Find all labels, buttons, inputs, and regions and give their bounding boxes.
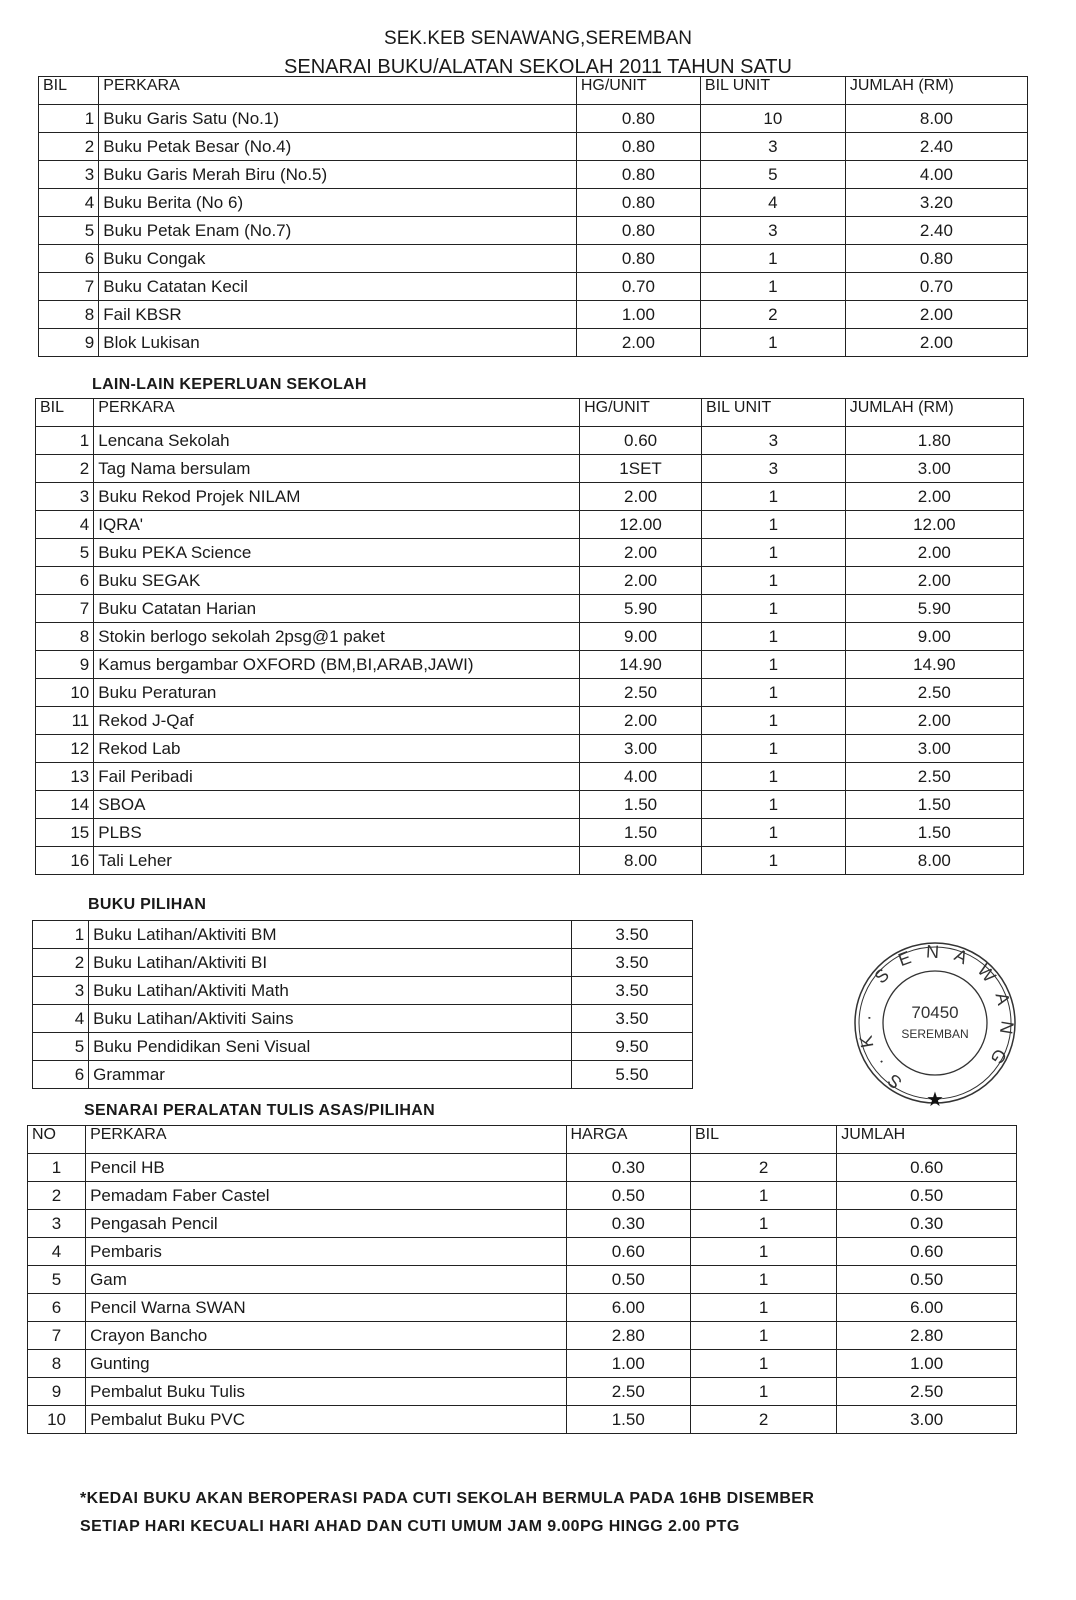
cell-bil: 2 — [28, 1182, 86, 1210]
cell-jumlah: 3.20 — [845, 189, 1027, 217]
cell-bil-unit: 1 — [700, 273, 845, 301]
cell-bil-unit: 1 — [702, 679, 846, 707]
cell-harga: 0.60 — [566, 1238, 690, 1266]
cell-bil: 3 — [33, 977, 89, 1005]
cell-jumlah: 8.00 — [845, 105, 1027, 133]
cell-bil: 7 — [28, 1322, 86, 1350]
cell-perkara: PLBS — [94, 819, 580, 847]
cell-harga: 1SET — [580, 455, 702, 483]
table-row — [28, 1322, 1017, 1350]
cell-perkara: Pembalut Buku Tulis — [86, 1378, 566, 1406]
cell-bil-unit: 1 — [700, 329, 845, 357]
table-row — [36, 791, 1024, 819]
cell-bil: BIL — [36, 399, 94, 427]
cell-bil-unit: 1 — [702, 623, 846, 651]
cell-harga: 0.80 — [576, 105, 700, 133]
cell-perkara: Pencil Warna SWAN — [86, 1294, 566, 1322]
cell-jumlah: 1.80 — [845, 427, 1023, 455]
cell-bil: 6 — [28, 1294, 86, 1322]
cell-bil: 12 — [36, 735, 94, 763]
cell-bil-unit: 1 — [690, 1294, 836, 1322]
table-row — [39, 245, 1028, 273]
cell-harga: 0.70 — [576, 273, 700, 301]
cell-harga: 2.00 — [580, 707, 702, 735]
cell-bil-unit: 1 — [702, 483, 846, 511]
table-header-row — [39, 77, 1028, 105]
cell-perkara: Buku Garis Merah Biru (No.5) — [99, 161, 577, 189]
cell-perkara: Buku Latihan/Aktiviti BM — [89, 921, 572, 949]
cell-perkara: Buku Peraturan — [94, 679, 580, 707]
table-row — [36, 679, 1024, 707]
cell-bil-unit: 1 — [702, 847, 846, 875]
cell-bil-unit: 1 — [702, 651, 846, 679]
cell-jumlah: 3.00 — [845, 455, 1023, 483]
cell-perkara: Buku Congak — [99, 245, 577, 273]
cell-bil-unit: 1 — [702, 707, 846, 735]
table-row — [28, 1266, 1017, 1294]
table-row — [28, 1350, 1017, 1378]
cell-bil: 10 — [36, 679, 94, 707]
table-row — [36, 623, 1024, 651]
cell-perkara: Buku Catatan Kecil — [99, 273, 577, 301]
cell-harga: 2.50 — [566, 1378, 690, 1406]
cell-jumlah: 2.00 — [845, 567, 1023, 595]
cell-harga: 2.50 — [580, 679, 702, 707]
cell-jumlah: 9.00 — [845, 623, 1023, 651]
cell-jumlah: 2.00 — [845, 539, 1023, 567]
cell-perkara: Pengasah Pencil — [86, 1210, 566, 1238]
cell-bil: 3 — [39, 161, 99, 189]
table-row — [28, 1238, 1017, 1266]
cell-harga: 2.00 — [576, 329, 700, 357]
cell-bil: 7 — [39, 273, 99, 301]
table-row — [36, 539, 1024, 567]
cell-bil-unit: 4 — [700, 189, 845, 217]
table-row — [36, 567, 1024, 595]
cell-bil: 2 — [33, 949, 89, 977]
cell-bil: 2 — [36, 455, 94, 483]
cell-harga: 1.00 — [576, 301, 700, 329]
cell-bil: 6 — [36, 567, 94, 595]
cell-bil: 8 — [39, 301, 99, 329]
cell-bil-unit: 1 — [702, 567, 846, 595]
table-row — [28, 1406, 1017, 1434]
cell-bil: 1 — [39, 105, 99, 133]
cell-bil-unit: 2 — [690, 1154, 836, 1182]
cell-perkara: Pencil HB — [86, 1154, 566, 1182]
cell-perkara: Pemadam Faber Castel — [86, 1182, 566, 1210]
table-row — [33, 1005, 693, 1033]
cell-bil: 9 — [28, 1378, 86, 1406]
cell-bil: 1 — [33, 921, 89, 949]
cell-perkara: PERKARA — [86, 1126, 566, 1154]
cell-jumlah: 2.00 — [845, 301, 1027, 329]
cell-jumlah: 2.80 — [837, 1322, 1017, 1350]
table-row — [36, 847, 1024, 875]
cell-harga: 9.50 — [571, 1033, 692, 1061]
cell-harga: HARGA — [566, 1126, 690, 1154]
table-row — [33, 1061, 693, 1089]
cell-perkara: Lencana Sekolah — [94, 427, 580, 455]
cell-jumlah: 0.60 — [837, 1154, 1017, 1182]
cell-bil-unit: 1 — [690, 1238, 836, 1266]
cell-bil-unit: 1 — [702, 763, 846, 791]
table-row — [39, 301, 1028, 329]
cell-harga: 6.00 — [566, 1294, 690, 1322]
cell-perkara: Grammar — [89, 1061, 572, 1089]
cell-harga: 0.50 — [566, 1266, 690, 1294]
cell-jumlah: 12.00 — [845, 511, 1023, 539]
table-header-row — [28, 1126, 1017, 1154]
cell-bil: 4 — [33, 1005, 89, 1033]
cell-harga: 3.50 — [571, 1005, 692, 1033]
cell-harga: 0.80 — [576, 133, 700, 161]
table-row — [33, 977, 693, 1005]
cell-perkara: SBOA — [94, 791, 580, 819]
table-row — [39, 329, 1028, 357]
cell-bil-unit: 1 — [690, 1350, 836, 1378]
cell-perkara: Tag Nama bersulam — [94, 455, 580, 483]
cell-perkara: Stokin berlogo sekolah 2psg@1 paket — [94, 623, 580, 651]
cell-bil: 4 — [36, 511, 94, 539]
section-heading-stationery: SENARAI PERALATAN TULIS ASAS/PILIHAN — [84, 1102, 435, 1119]
cell-jumlah: 0.50 — [837, 1266, 1017, 1294]
table-row — [39, 133, 1028, 161]
cell-harga: 9.00 — [580, 623, 702, 651]
section-heading-other: LAIN-LAIN KEPERLUAN SEKOLAH — [92, 376, 367, 393]
cell-bil-unit: 1 — [690, 1378, 836, 1406]
table-row — [28, 1294, 1017, 1322]
cell-bil-unit: 1 — [702, 791, 846, 819]
footer-note-2: SETIAP HARI KECUALI HARI AHAD DAN CUTI UMUM JAM 9.00PG HINGG 2.00 PTG — [80, 1518, 740, 1535]
cell-bil-unit: BIL UNIT — [702, 399, 846, 427]
table-row — [39, 161, 1028, 189]
cell-harga: HG/UNIT — [580, 399, 702, 427]
cell-bil-unit: 1 — [700, 245, 845, 273]
cell-jumlah: 1.00 — [837, 1350, 1017, 1378]
cell-jumlah: 1.50 — [845, 819, 1023, 847]
cell-bil: 2 — [39, 133, 99, 161]
cell-bil: BIL — [39, 77, 99, 105]
cell-perkara: PERKARA — [94, 399, 580, 427]
stamp-city: SEREMBAN — [901, 1027, 969, 1041]
cell-jumlah: 6.00 — [837, 1294, 1017, 1322]
cell-perkara: Gunting — [86, 1350, 566, 1378]
table-row — [36, 427, 1024, 455]
school-name: SEK.KEB SENAWANG,SEREMBAN — [384, 28, 692, 49]
table-row — [33, 949, 693, 977]
cell-jumlah: 2.50 — [845, 763, 1023, 791]
cell-bil-unit: 1 — [702, 819, 846, 847]
cell-perkara: Rekod Lab — [94, 735, 580, 763]
cell-harga: 8.00 — [580, 847, 702, 875]
cell-bil-unit: 3 — [700, 133, 845, 161]
cell-bil-unit: 1 — [690, 1322, 836, 1350]
star-icon: ★ — [926, 1089, 944, 1108]
cell-harga: 2.00 — [580, 539, 702, 567]
cell-bil: 14 — [36, 791, 94, 819]
cell-bil: 6 — [33, 1061, 89, 1089]
cell-jumlah: 0.60 — [837, 1238, 1017, 1266]
table-row — [36, 595, 1024, 623]
cell-harga: 5.90 — [580, 595, 702, 623]
table-row — [33, 921, 693, 949]
cell-bil: 10 — [28, 1406, 86, 1434]
stationery-table — [27, 1125, 1017, 1434]
cell-jumlah: 0.30 — [837, 1210, 1017, 1238]
cell-jumlah: 2.00 — [845, 707, 1023, 735]
cell-perkara: Buku Rekod Projek NILAM — [94, 483, 580, 511]
cell-bil: 9 — [36, 651, 94, 679]
cell-bil-unit: 1 — [690, 1182, 836, 1210]
cell-jumlah: JUMLAH — [837, 1126, 1017, 1154]
cell-perkara: Fail Peribadi — [94, 763, 580, 791]
cell-bil: 3 — [36, 483, 94, 511]
cell-bil: 6 — [39, 245, 99, 273]
table-row — [36, 455, 1024, 483]
table-row — [39, 273, 1028, 301]
stamp-ring-text: S.K. SENAWANG — [853, 941, 1018, 1093]
cell-jumlah: 1.50 — [845, 791, 1023, 819]
cell-perkara: Buku Pendidikan Seni Visual — [89, 1033, 572, 1061]
table-row — [28, 1182, 1017, 1210]
table-row — [28, 1378, 1017, 1406]
table-row — [39, 189, 1028, 217]
cell-jumlah: 2.50 — [837, 1378, 1017, 1406]
table-row — [36, 483, 1024, 511]
table-row — [36, 763, 1024, 791]
cell-harga: 0.80 — [576, 217, 700, 245]
cell-harga: 0.80 — [576, 245, 700, 273]
cell-perkara: Crayon Bancho — [86, 1322, 566, 1350]
cell-perkara: Buku Latihan/Aktiviti Sains — [89, 1005, 572, 1033]
cell-jumlah: 0.70 — [845, 273, 1027, 301]
cell-jumlah: 2.00 — [845, 329, 1027, 357]
cell-perkara: Buku Garis Satu (No.1) — [99, 105, 577, 133]
cell-perkara: Pembalut Buku PVC — [86, 1406, 566, 1434]
cell-harga: 3.50 — [571, 921, 692, 949]
cell-harga: 1.50 — [580, 819, 702, 847]
cell-harga: 0.80 — [576, 189, 700, 217]
cell-perkara: Buku PEKA Science — [94, 539, 580, 567]
cell-bil-unit: 1 — [702, 735, 846, 763]
cell-perkara: Buku Latihan/Aktiviti Math — [89, 977, 572, 1005]
cell-bil-unit: 1 — [690, 1210, 836, 1238]
cell-harga: 3.00 — [580, 735, 702, 763]
cell-perkara: Buku Petak Enam (No.7) — [99, 217, 577, 245]
cell-bil: 4 — [28, 1238, 86, 1266]
cell-bil-unit: 3 — [702, 427, 846, 455]
cell-jumlah: JUMLAH (RM) — [845, 399, 1023, 427]
table-row — [33, 1033, 693, 1061]
table-header-row — [36, 399, 1024, 427]
stamp-postcode: 70450 — [911, 1003, 959, 1022]
cell-perkara: Fail KBSR — [99, 301, 577, 329]
cell-jumlah: JUMLAH (RM) — [845, 77, 1027, 105]
table-row — [36, 735, 1024, 763]
cell-perkara: Buku SEGAK — [94, 567, 580, 595]
cell-perkara: Buku Berita (No 6) — [99, 189, 577, 217]
cell-jumlah: 4.00 — [845, 161, 1027, 189]
cell-jumlah: 0.50 — [837, 1182, 1017, 1210]
cell-bil-unit: 3 — [700, 217, 845, 245]
cell-harga: 1.50 — [580, 791, 702, 819]
cell-bil-unit: 2 — [700, 301, 845, 329]
cell-harga: 2.00 — [580, 483, 702, 511]
cell-bil-unit: 1 — [702, 511, 846, 539]
cell-bil: 8 — [28, 1350, 86, 1378]
cell-perkara: Pembaris — [86, 1238, 566, 1266]
cell-jumlah: 2.40 — [845, 133, 1027, 161]
cell-bil: 5 — [33, 1033, 89, 1061]
cell-bil: 15 — [36, 819, 94, 847]
cell-bil: 16 — [36, 847, 94, 875]
cell-bil-unit: 1 — [702, 595, 846, 623]
cell-perkara: Tali Leher — [94, 847, 580, 875]
cell-harga: 3.50 — [571, 949, 692, 977]
cell-bil-unit: 1 — [702, 539, 846, 567]
cell-harga: 2.00 — [580, 567, 702, 595]
cell-perkara: IQRA' — [94, 511, 580, 539]
cell-jumlah: 2.50 — [845, 679, 1023, 707]
cell-bil-unit: 10 — [700, 105, 845, 133]
cell-bil-unit: 5 — [700, 161, 845, 189]
cell-perkara: PERKARA — [99, 77, 577, 105]
cell-bil: 8 — [36, 623, 94, 651]
cell-jumlah: 0.80 — [845, 245, 1027, 273]
cell-bil: 9 — [39, 329, 99, 357]
cell-harga: 3.50 — [571, 977, 692, 1005]
cell-bil: 3 — [28, 1210, 86, 1238]
cell-jumlah: 2.00 — [845, 483, 1023, 511]
table-row — [39, 105, 1028, 133]
table-row — [39, 217, 1028, 245]
cell-bil-unit: 2 — [690, 1406, 836, 1434]
cell-harga: 1.50 — [566, 1406, 690, 1434]
table-row — [36, 511, 1024, 539]
cell-bil-unit: 3 — [702, 455, 846, 483]
cell-perkara: Buku Petak Besar (No.4) — [99, 133, 577, 161]
cell-bil: 7 — [36, 595, 94, 623]
cell-bil: 5 — [39, 217, 99, 245]
cell-bil-unit: BIL UNIT — [700, 77, 845, 105]
cell-perkara: Buku Latihan/Aktiviti BI — [89, 949, 572, 977]
cell-bil: 1 — [28, 1154, 86, 1182]
cell-harga: 2.80 — [566, 1322, 690, 1350]
cell-jumlah: 14.90 — [845, 651, 1023, 679]
cell-harga: HG/UNIT — [576, 77, 700, 105]
cell-harga: 12.00 — [580, 511, 702, 539]
cell-harga: 0.30 — [566, 1210, 690, 1238]
cell-jumlah: 5.90 — [845, 595, 1023, 623]
school-stamp — [850, 938, 1020, 1108]
cell-jumlah: 3.00 — [845, 735, 1023, 763]
table-row — [36, 707, 1024, 735]
cell-bil: 5 — [36, 539, 94, 567]
cell-bil: 11 — [36, 707, 94, 735]
other-needs-table — [35, 398, 1024, 875]
cell-perkara: Buku Catatan Harian — [94, 595, 580, 623]
cell-perkara: Gam — [86, 1266, 566, 1294]
cell-perkara: Blok Lukisan — [99, 329, 577, 357]
cell-perkara: Rekod J-Qaf — [94, 707, 580, 735]
cell-harga: 0.80 — [576, 161, 700, 189]
cell-bil: 5 — [28, 1266, 86, 1294]
table-row — [36, 819, 1024, 847]
cell-harga: 4.00 — [580, 763, 702, 791]
cell-jumlah: 2.40 — [845, 217, 1027, 245]
table-row — [36, 651, 1024, 679]
optional-books-table — [32, 920, 693, 1089]
footer-note-1: *KEDAI BUKU AKAN BEROPERASI PADA CUTI SEKOLAH BERMULA PADA 16HB DISEMBER — [80, 1490, 815, 1507]
cell-jumlah: 8.00 — [845, 847, 1023, 875]
cell-jumlah: 3.00 — [837, 1406, 1017, 1434]
section-heading-optional: BUKU PILIHAN — [88, 896, 207, 913]
cell-bil: 13 — [36, 763, 94, 791]
document-title: SENARAI BUKU/ALATAN SEKOLAH 2011 TAHUN SATU — [284, 56, 792, 78]
cell-harga: 1.00 — [566, 1350, 690, 1378]
cell-perkara: Kamus bergambar OXFORD (BM,BI,ARAB,JAWI) — [94, 651, 580, 679]
cell-harga: 0.50 — [566, 1182, 690, 1210]
cell-bil: 1 — [36, 427, 94, 455]
cell-harga: 5.50 — [571, 1061, 692, 1089]
cell-bil-unit: 1 — [690, 1266, 836, 1294]
cell-harga: 0.60 — [580, 427, 702, 455]
cell-harga: 14.90 — [580, 651, 702, 679]
books-table — [38, 76, 1028, 357]
cell-bil-unit: BIL — [690, 1126, 836, 1154]
cell-bil: 4 — [39, 189, 99, 217]
table-row — [28, 1210, 1017, 1238]
cell-harga: 0.30 — [566, 1154, 690, 1182]
table-row — [28, 1154, 1017, 1182]
cell-bil: NO — [28, 1126, 86, 1154]
